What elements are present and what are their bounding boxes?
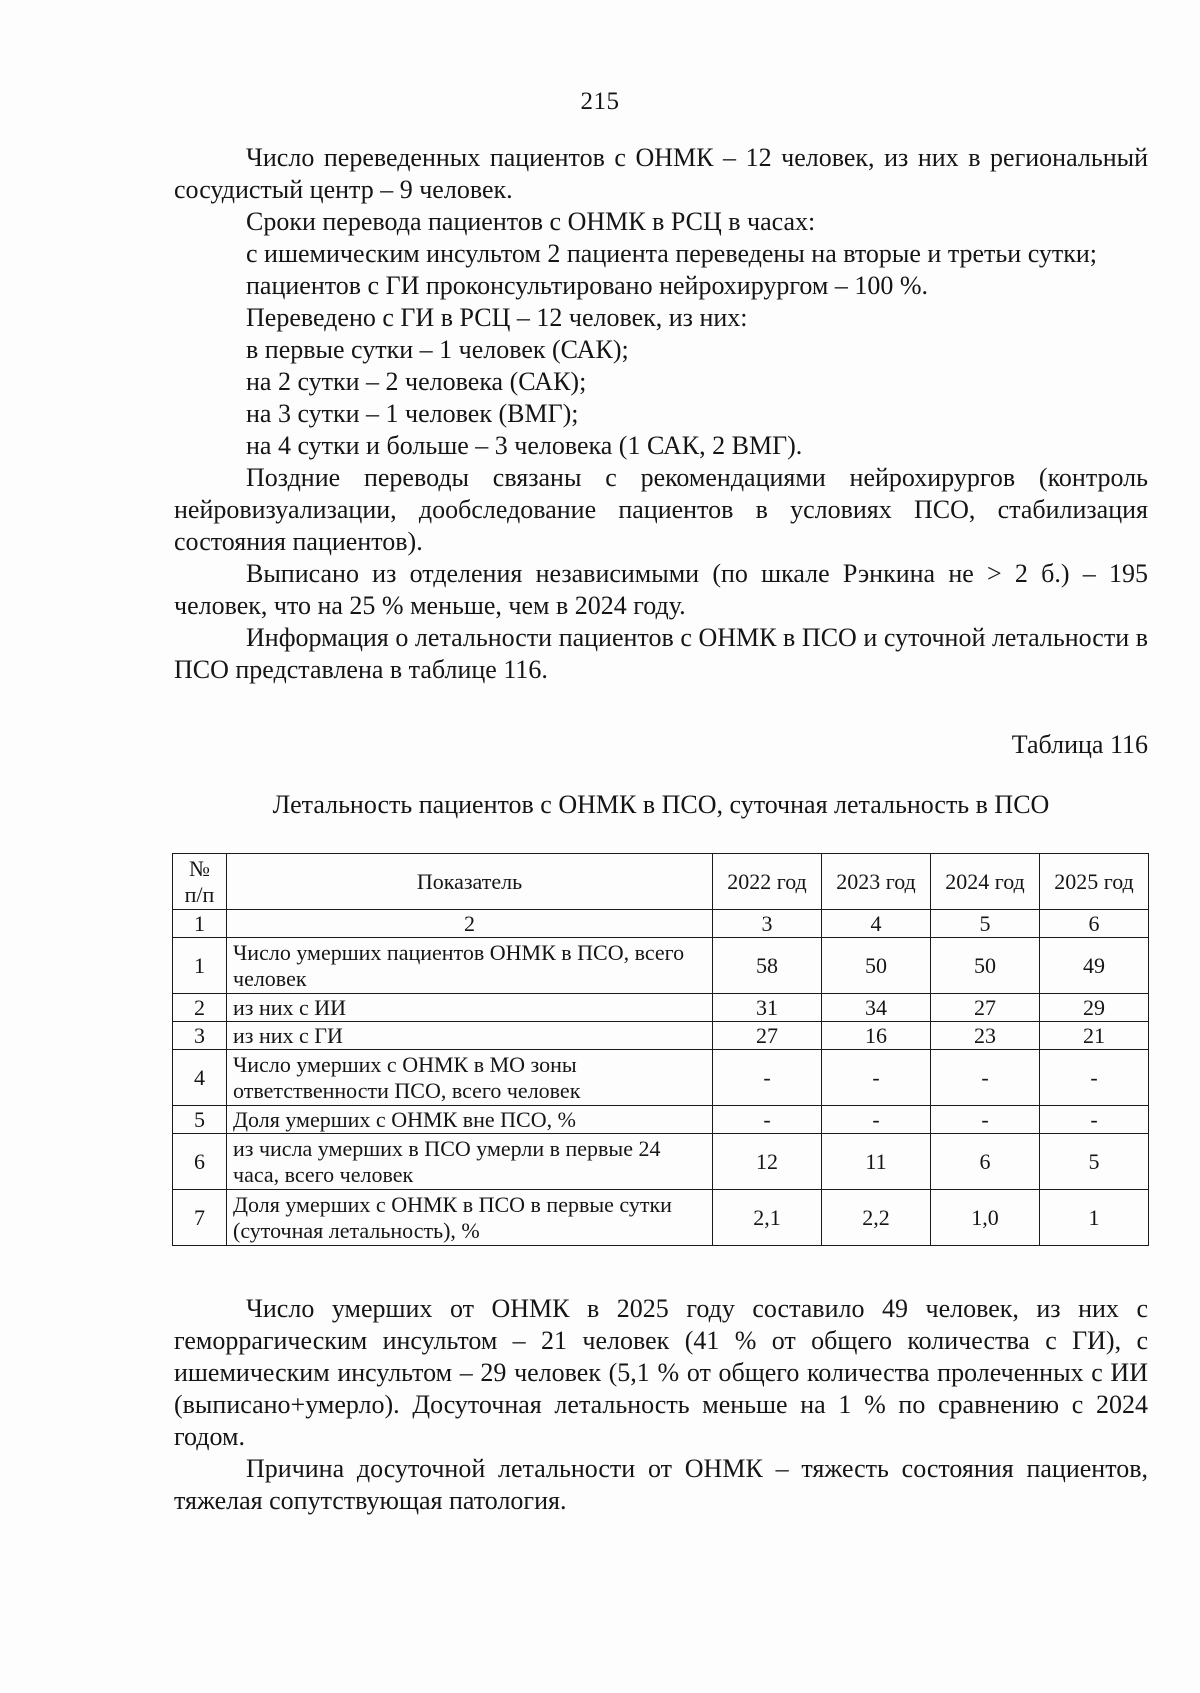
indicator-cell: Число умерших пациентов ОНМК в ПСО, всего человек — [227, 938, 713, 994]
header-year-2025: 2025 год — [1040, 854, 1149, 910]
row-number-cell: 2 — [173, 994, 227, 1022]
value-cell: - — [713, 1050, 822, 1106]
value-cell: 50 — [931, 938, 1040, 994]
page-number: 215 — [580, 88, 620, 115]
value-cell: 11 — [822, 1134, 931, 1190]
paragraph: на 2 сутки – 2 человека (САК); — [246, 367, 587, 396]
bottom-text-block — [174, 1293, 1148, 1517]
index-cell: 2 — [227, 910, 713, 938]
table-label: Таблица 116 — [1011, 730, 1148, 759]
paragraph: в первые сутки – 1 человек (САК); — [246, 335, 629, 364]
value-cell: 16 — [822, 1022, 931, 1050]
indicator-cell: Доля умерших с ОНМК вне ПСО, % — [227, 1106, 713, 1134]
value-cell: - — [822, 1050, 931, 1106]
indicator-cell: Доля умерших с ОНМК в ПСО в первые сутки (суточная летальность), % — [227, 1190, 713, 1246]
top-text-block — [174, 142, 1148, 686]
value-cell: - — [931, 1106, 1040, 1134]
value-cell: 23 — [931, 1022, 1040, 1050]
paragraph: Число переведенных пациентов с ОНМК – 12 человек, из них в региональный сосудистый центр – 9 человек. — [174, 143, 1148, 204]
row-number-cell: 6 — [173, 1134, 227, 1190]
paragraph: Переведено с ГИ в РСЦ – 12 человек, из них: — [246, 303, 748, 332]
paragraph: пациентов с ГИ проконсультировано нейрохирургом – 100 %. — [246, 271, 929, 300]
paragraph: на 4 сутки и больше – 3 человека (1 САК, 2 ВМГ). — [246, 431, 803, 460]
paragraph: Причина досуточной летальности от ОНМК – тяжесть состояния пациентов, тяжелая сопутствующая патология. — [174, 1454, 1148, 1515]
row-number-cell: 7 — [173, 1190, 227, 1246]
value-cell: 27 — [931, 994, 1040, 1022]
value-cell: - — [822, 1106, 931, 1134]
table-row — [173, 1050, 1149, 1106]
index-cell: 6 — [1040, 910, 1149, 938]
value-cell: - — [1040, 1106, 1149, 1134]
value-cell: 49 — [1040, 938, 1149, 994]
table-body — [173, 938, 1149, 1246]
header-indicator: Показатель — [227, 854, 713, 910]
row-number-cell: 5 — [173, 1106, 227, 1134]
paragraph: Информация о летальности пациентов с ОНМК в ПСО и суточной летальности в ПСО представлена в таблице 116. — [174, 623, 1148, 684]
value-cell: 29 — [1040, 994, 1149, 1022]
value-cell: 2,1 — [713, 1190, 822, 1246]
header-year-2023: 2023 год — [822, 854, 931, 910]
table-row — [173, 1106, 1149, 1134]
header-num: № п/п — [173, 854, 227, 910]
header-year-2024: 2024 год — [931, 854, 1040, 910]
index-cell: 3 — [713, 910, 822, 938]
paragraph: Сроки перевода пациентов с ОНМК в РСЦ в часах: — [246, 207, 816, 236]
table-header-row — [173, 854, 1149, 910]
paragraph: Выписано из отделения независимыми (по шкале Рэнкина не > 2 б.) – 195 человек, что на 25 % меньше, чем в 2024 году. — [174, 559, 1148, 620]
row-number-cell: 1 — [173, 938, 227, 994]
value-cell: - — [713, 1106, 822, 1134]
value-cell: 21 — [1040, 1022, 1149, 1050]
value-cell: 1 — [1040, 1190, 1149, 1246]
index-cell: 1 — [173, 910, 227, 938]
row-number-cell: 4 — [173, 1050, 227, 1106]
header-year-2022: 2022 год — [713, 854, 822, 910]
value-cell: 34 — [822, 994, 931, 1022]
value-cell: 2,2 — [822, 1190, 931, 1246]
value-cell: 12 — [713, 1134, 822, 1190]
value-cell: 31 — [713, 994, 822, 1022]
value-cell: 5 — [1040, 1134, 1149, 1190]
paragraph: на 3 сутки – 1 человек (ВМГ); — [246, 399, 579, 428]
value-cell: 27 — [713, 1022, 822, 1050]
indicator-cell: из числа умерших в ПСО умерли в первые 24 часа, всего человек — [227, 1134, 713, 1190]
table-row — [173, 938, 1149, 994]
table-row — [173, 1190, 1149, 1246]
table-row — [173, 994, 1149, 1022]
paragraph: Число умерших от ОНМК в 2025 году составило 49 человек, из них с геморрагическим инсультом – 21 человек (41 % от общего количества с ГИ), с ишемическим инсультом – 29 человек (5,1 % от общего количества пролеченных с ИИ (выписано+умерло). Досуточная летальность меньше на 1 % по сравнению с 2024 годом. — [174, 1294, 1148, 1451]
indicator-cell: из них с ГИ — [227, 1022, 713, 1050]
paragraph: Поздние переводы связаны с рекомендациями нейрохирургов (контроль нейровизуализации, дообследование пациентов в условиях ПСО, стабилизация состояния пациентов). — [174, 463, 1148, 556]
mortality-table — [172, 853, 1149, 1246]
indicator-cell: Число умерших с ОНМК в МО зоны ответственности ПСО, всего человек — [227, 1050, 713, 1106]
paragraph: с ишемическим инсультом 2 пациента переведены на вторые и третьи сутки; — [246, 239, 1098, 268]
index-cell: 4 — [822, 910, 931, 938]
table-row — [173, 1134, 1149, 1190]
index-cell: 5 — [931, 910, 1040, 938]
value-cell: - — [931, 1050, 1040, 1106]
value-cell: 58 — [713, 938, 822, 994]
value-cell: - — [1040, 1050, 1149, 1106]
table-title: Летальность пациентов с ОНМК в ПСО, суточная летальность в ПСО — [272, 790, 1050, 819]
value-cell: 50 — [822, 938, 931, 994]
table-row — [173, 1022, 1149, 1050]
value-cell: 1,0 — [931, 1190, 1040, 1246]
value-cell: 6 — [931, 1134, 1040, 1190]
indicator-cell: из них с ИИ — [227, 994, 713, 1022]
row-number-cell: 3 — [173, 1022, 227, 1050]
table-index-row — [173, 910, 1149, 938]
